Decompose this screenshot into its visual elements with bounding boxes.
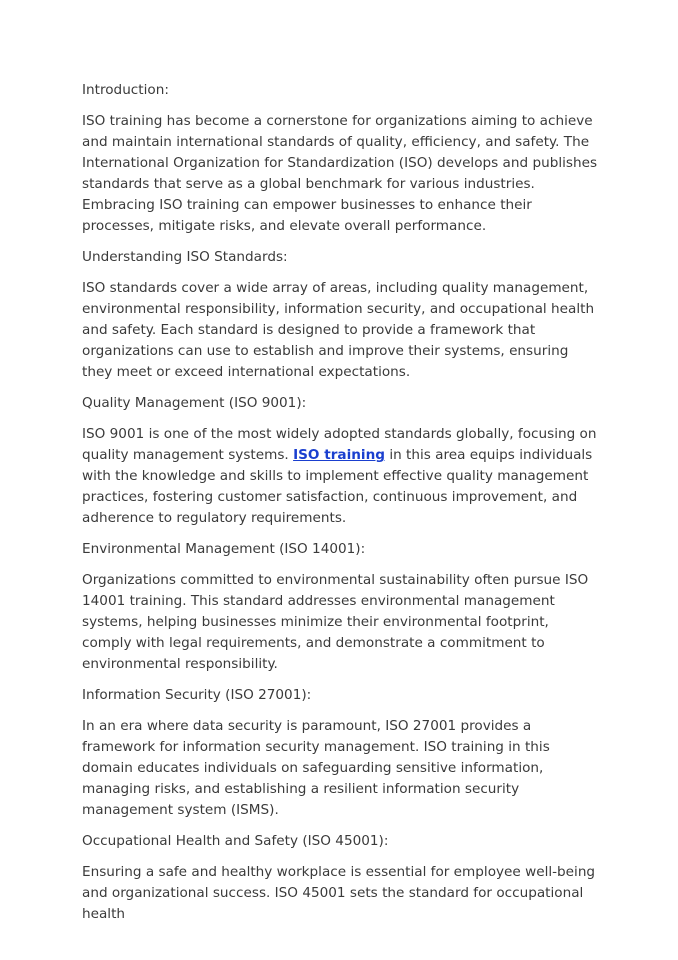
intro-paragraph: ISO training has become a cornerstone for organizations aiming to achieve and maintain international standards of quality, efficiency, and safety. The International Organization for Standardization (ISO) develops and publishes standards that serve as a global benchmark for various industries. Embracing ISO training can empower businesses to enhance their processes, mitigate risks, and elevate overall performance. [82,113,598,234]
understanding-heading: Understanding ISO Standards: [82,249,288,265]
quality-heading: Quality Management (ISO 9001): [82,395,307,411]
information-security-heading: Information Security (ISO 27001): [82,687,312,703]
ohs-paragraph: Ensuring a safe and healthy workplace is essential for employee well-being and organizational success. ISO 45001 sets the standard for occupational health [82,864,596,922]
environmental-paragraph: Organizations committed to environmental sustainability often pursue ISO 14001 training. This standard addresses environmental management systems, helping businesses minimize their environmental footprint, comply with legal requirements, and demonstrate a commitment to environmental responsibility. [82,572,589,672]
document-body [82,80,602,935]
quality-text-before: ISO 9001 is one of the most widely adopted standards globally, focusing on quality management systems. [82,426,597,463]
information-security-paragraph: In an era where data security is paramount, ISO 27001 provides a framework for information security management. ISO training in this domain educates individuals on safeguarding sensitive information, managing risks, and establishing a resilient information security management system (ISMS). [82,718,550,818]
intro-heading: Introduction: [82,82,169,98]
iso-training-link[interactable]: ISO training [293,447,385,463]
understanding-paragraph: ISO standards cover a wide array of areas, including quality management, environmental responsibility, information security, and occupational health and safety. Each standard is designed to provide a framework that organizations can use to establish and improve their systems, ensuring they meet or exceed international expectations. [82,280,595,380]
environmental-heading: Environmental Management (ISO 14001): [82,541,366,557]
ohs-heading: Occupational Health and Safety (ISO 45001): [82,833,389,849]
quality-paragraph [82,424,602,529]
quality-text-after: in this area equips individuals with the knowledge and skills to implement effective quality management practices, fostering customer satisfaction, continuous improvement, and adherence to regulatory requirements. [82,447,593,526]
